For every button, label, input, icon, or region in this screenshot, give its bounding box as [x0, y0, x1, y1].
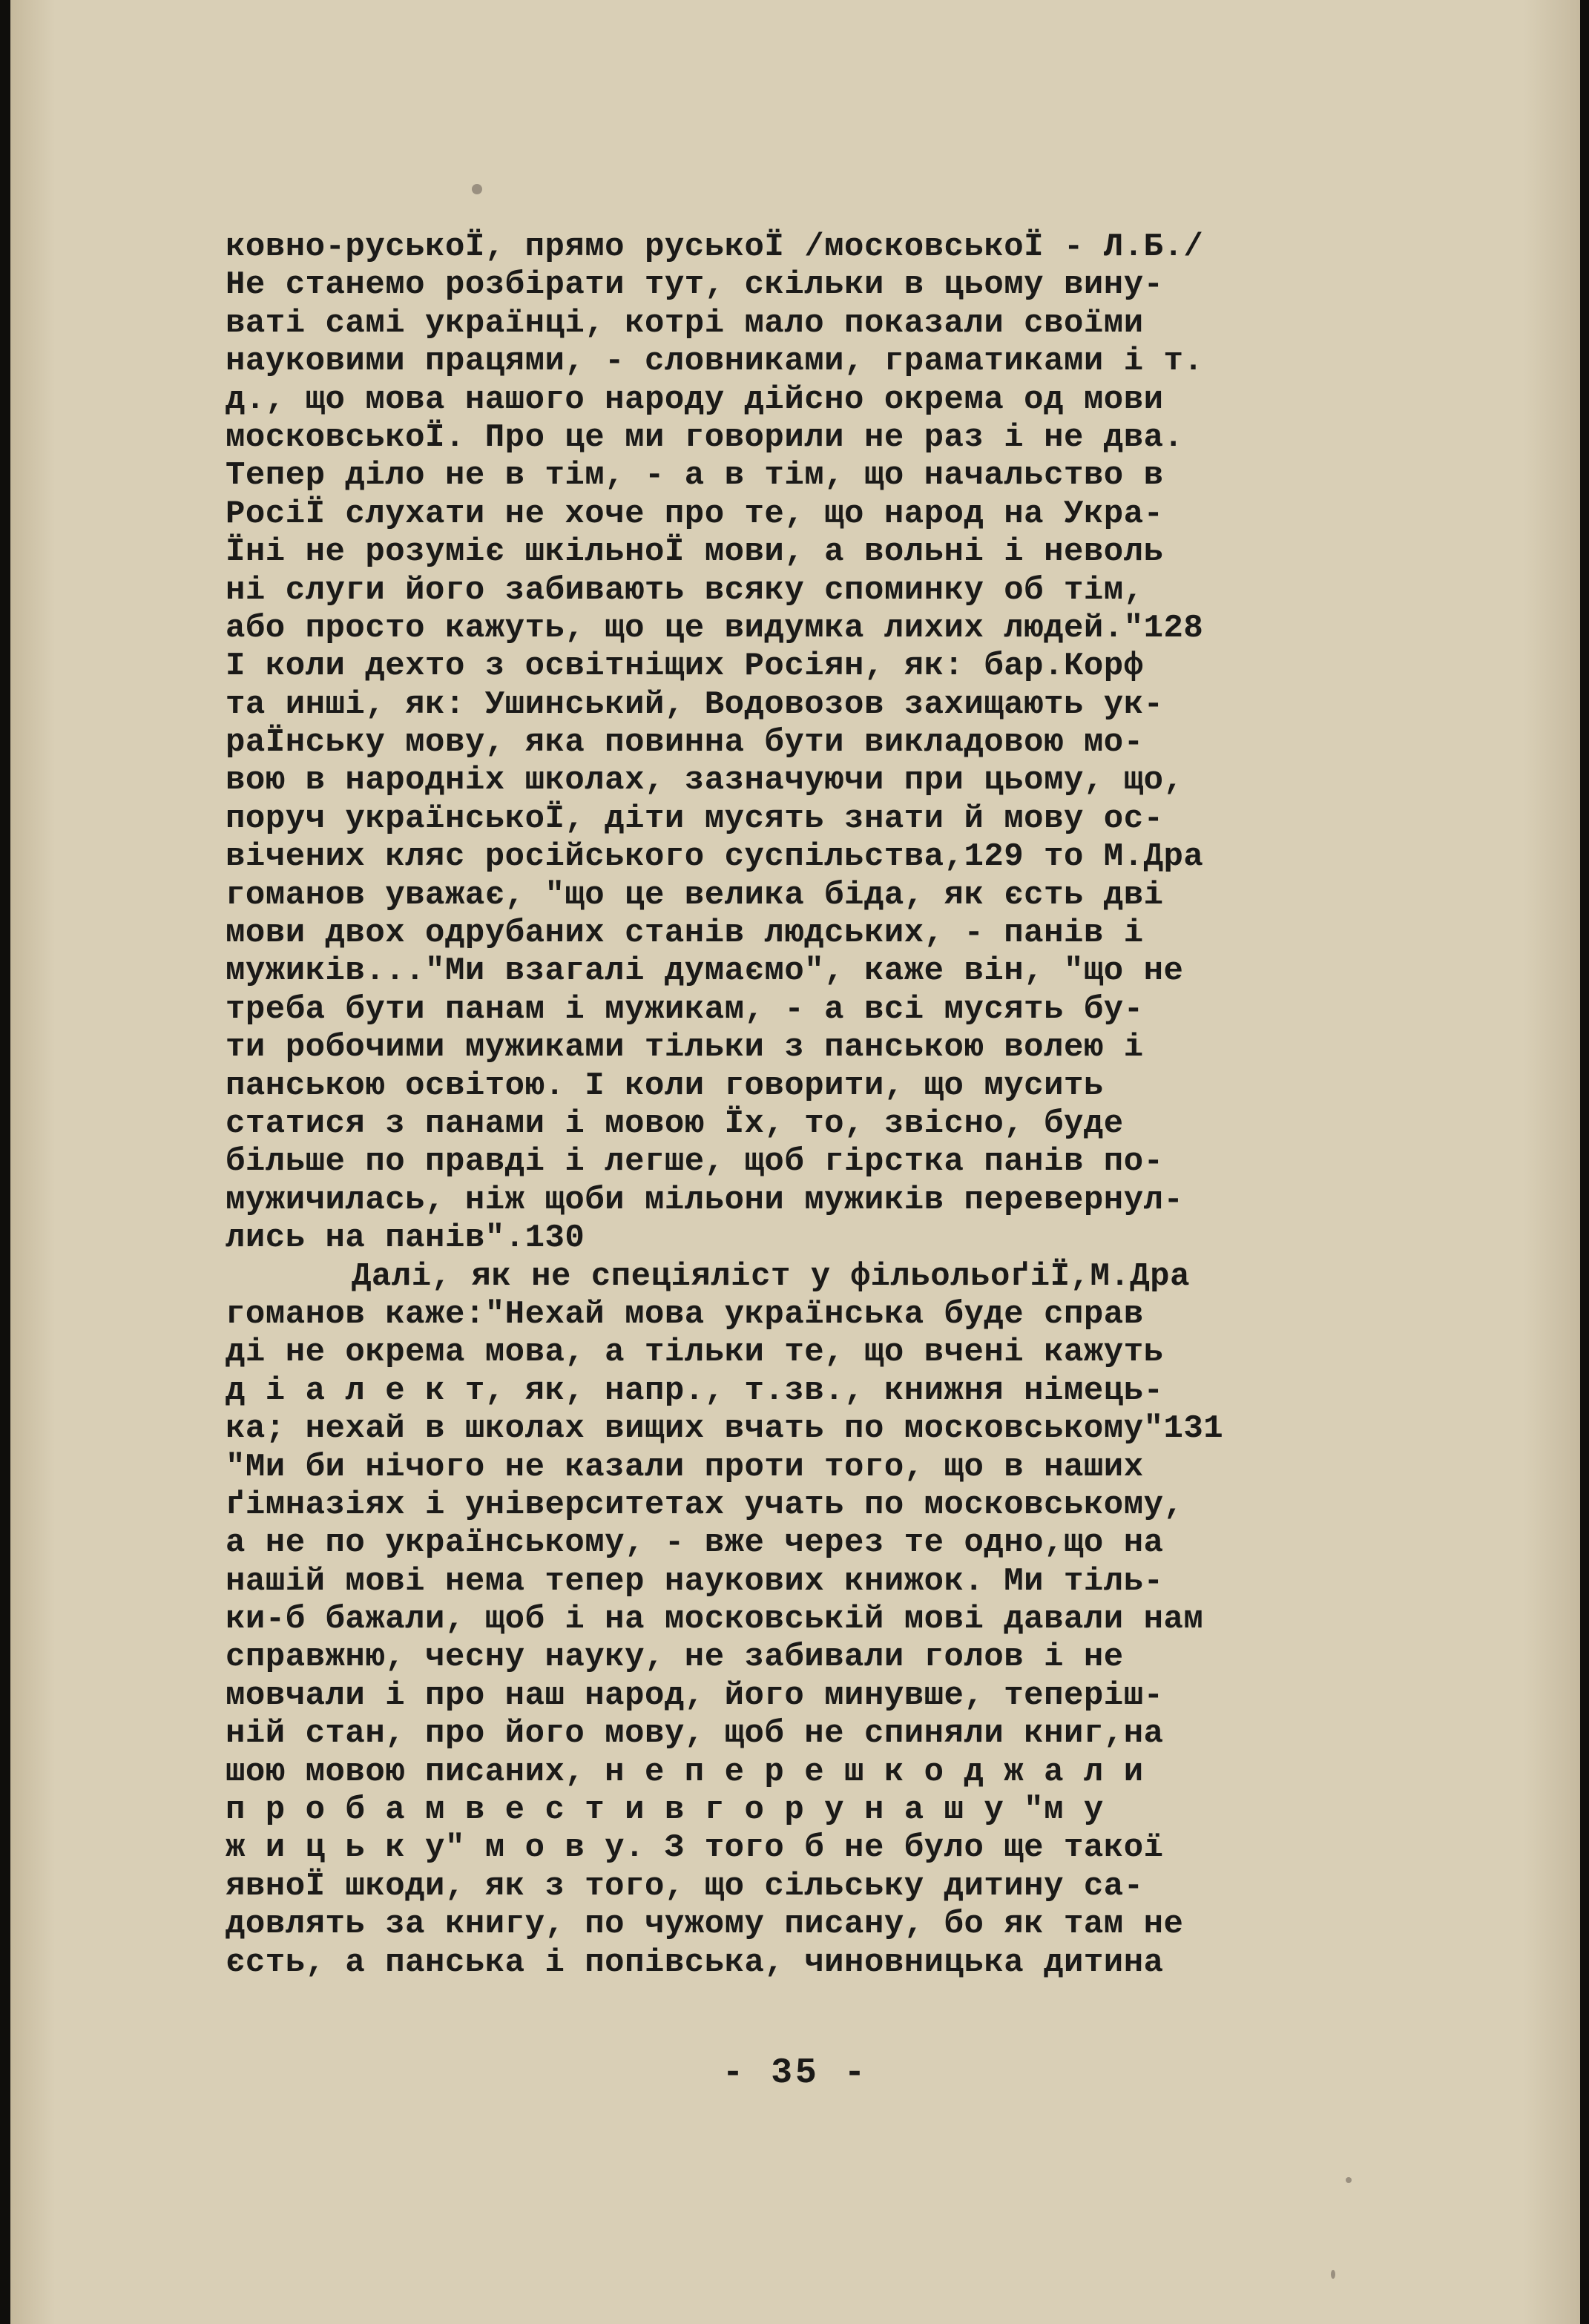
text-line: гоманов уважає, "що це велика біда, як єсть дві	[226, 876, 1164, 914]
text-line: єсть, а панська і попівська, чиновницька дитина	[226, 1943, 1164, 1981]
text-line: п р о б а м в е с т и в г о р у н а ш у "м у	[226, 1791, 1104, 1829]
paper-speck	[1331, 2270, 1335, 2279]
paper-speck	[472, 184, 482, 194]
text-line: ґімназіях і університетах учать по московському,	[226, 1486, 1184, 1524]
text-line: РосіЇ слухати не хоче про те, що народ на Укра-	[226, 495, 1164, 533]
text-line: мовчали і про наш народ, його минувше, теперіш-	[226, 1676, 1164, 1714]
text-line: Тепер діло не в тім, - а в тім, що начальство в	[226, 457, 1164, 495]
text-line: І коли дехто з освітніщих Росіян, як: бар.Корф	[226, 648, 1144, 685]
paper-speck	[1346, 2177, 1352, 2183]
text-line: ка; нехай в школах вищих вчать по московському"131	[226, 1410, 1224, 1448]
text-line: Не станемо розбірати тут, скільки в цьому вину-	[226, 266, 1164, 304]
text-line: та инші, як: Ушинський, Водовозов захищають ук-	[226, 685, 1164, 723]
text-line: треба бути панам і мужикам, - а всі мусять бу-	[226, 990, 1144, 1028]
text-line: нашій мові нема тепер наукових книжок. Ми тіль-	[226, 1562, 1164, 1600]
text-line: гоманов каже:"Нехай мова українська буде справ	[226, 1295, 1144, 1333]
document-page	[10, 0, 1580, 2324]
text-line: ній стан, про його мову, щоб не спиняли книг,на	[226, 1715, 1164, 1753]
text-line: ж и ц ь к у" м о в у. З того б не було ще такої	[226, 1829, 1164, 1867]
text-line: ти робочими мужиками тільки з панською волею і	[226, 1029, 1144, 1067]
text-line: статися з панами і мовою Їх, то, звісно, буде	[226, 1105, 1124, 1142]
text-line: д., що мова нашого народу дійсно окрема од мови	[226, 381, 1164, 418]
text-line: поруч українськоЇ, діти мусять знати й мову ос-	[226, 800, 1164, 837]
text-line: мужиків..."Ми взагалі думаємо", каже він, "що не	[226, 952, 1184, 990]
text-line: раЇнську мову, яка повинна бути викладовою мо-	[226, 724, 1144, 762]
text-line: ковно-руськоЇ, прямо руськоЇ /московськоЇ - Л.Б./	[226, 228, 1204, 266]
text-line: ваті самі українці, котрі мало показали своїми	[226, 304, 1144, 342]
text-line: науковими працями, - словниками, граматиками і т.	[226, 343, 1204, 381]
text-line: ні слуги його забивають всяку споминку об тім,	[226, 571, 1144, 609]
text-line: д і а л е к т, як, напр., т.зв., книжня німець-	[226, 1372, 1164, 1409]
text-line: явноЇ шкоди, як з того, що сільську дитину са-	[226, 1867, 1144, 1905]
scan-right-edge	[1580, 0, 1589, 2324]
text-line: "Ми би нічого не казали проти того, що в наших	[226, 1448, 1144, 1486]
text-line: Далі, як не спеціяліст у фільольоґіЇ,М.Дра	[352, 1257, 1190, 1295]
text-line: шою мовою писаних, н е п е р е ш к о д ж а л и	[226, 1753, 1144, 1791]
text-line: мужичилась, ніж щоби мільони мужиків перевернул-	[226, 1181, 1184, 1219]
text-line: вою в народніх школах, зазначуючи при цьому, що,	[226, 762, 1184, 800]
text-line: а не по українському, - вже через те одно,що на	[226, 1524, 1164, 1562]
text-line: або просто кажуть, що це видумка лихих людей."128	[226, 609, 1204, 647]
text-line: мови двох одрубаних станів людських, - панів і	[226, 915, 1144, 952]
text-line: ки-б бажали, щоб і на московській мові давали нам	[226, 1601, 1204, 1639]
text-line: вічених кляс російського суспільства,129 то М.Дра	[226, 838, 1204, 876]
scan-left-edge	[0, 0, 10, 2324]
text-line: ді не окрема мова, а тільки те, що вчені кажуть	[226, 1334, 1164, 1372]
page-number: - 35 -	[722, 2053, 869, 2093]
text-line: справжню, чесну науку, не забивали голов і не	[226, 1639, 1124, 1676]
text-line: лись на панів".130	[226, 1219, 585, 1257]
text-line: більше по правді і легше, щоб гірстка панів по-	[226, 1143, 1164, 1181]
body-text	[226, 228, 1390, 1982]
text-line: довлять за книгу, по чужому писану, бо як там не	[226, 1906, 1184, 1943]
text-line: московськоЇ. Про це ми говорили не раз і не два.	[226, 418, 1184, 456]
text-line: Їні не розуміє шкільноЇ мови, а вольні і неволь	[226, 533, 1164, 571]
text-line: панською освітою. І коли говорити, що мусить	[226, 1067, 1104, 1105]
